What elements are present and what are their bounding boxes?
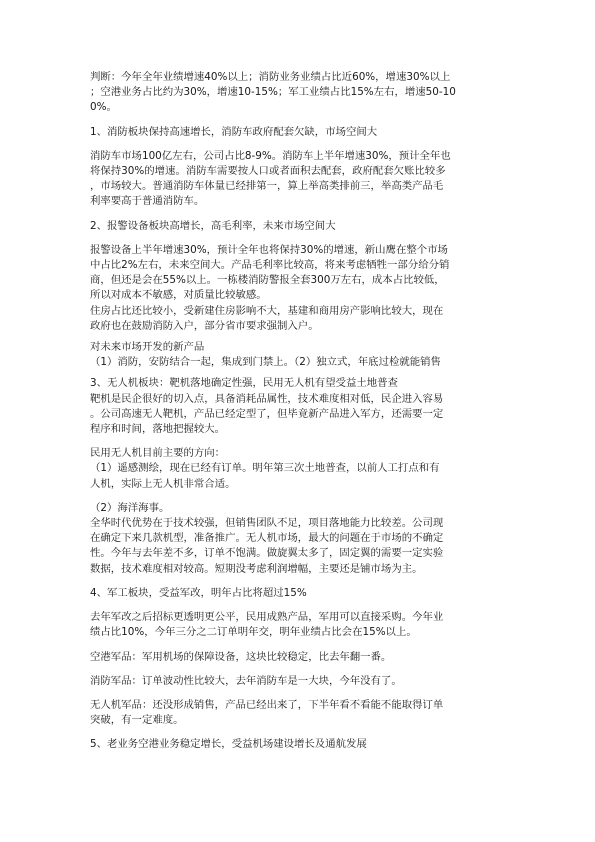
text-line: ；空港业务占比约为30%，增速10-15%；军工业绩占比15%左右，增速50-10	[90, 86, 456, 99]
text-line: 商，但还是会在55%以上。一栋楼消防警报全套300万左右，成本占比较低，	[90, 274, 445, 287]
paragraph	[90, 650, 509, 665]
text-line: 无人机军品：还没形成销售，产品已经出来了，下半年看不看能不能取得订单	[90, 698, 444, 711]
section-heading: 1、消防板块保持高速增长，消防车政府配套欠缺，市场空间大	[90, 125, 378, 138]
text-line: 报警设备上半年增速30%，预计全年也将保持30%的增速，新山鹰在整个市场	[90, 243, 448, 256]
text-line: 绩占比10%，今年三分之二订单明年交，明年业绩占比会在15%以上。	[90, 626, 417, 639]
text-line: （1）遥感测绘，现在已经有订单。明年第三次土地普查，以前人工打点和有	[90, 462, 440, 475]
paragraph	[90, 70, 509, 116]
text-line: 利率要高于普通消防车。	[90, 195, 205, 208]
paragraph	[90, 610, 509, 640]
text-line: 在确定下来几款机型，准备推广。无人机市场，最大的问题在于市场的不确定	[90, 532, 444, 545]
text-line: 。公司高速无人靶机，产品已经定型了，但毕竟新产品进入军方，还需要一定	[90, 407, 444, 420]
text-line: 消防军品：订单波动性比较大，去年消防车是一大块，今年没有了。	[90, 674, 402, 687]
text-line: 消防车市场100亿左右，公司占比8-9%。消防车上半年增速30%，预计全年也	[90, 149, 451, 162]
paragraph	[90, 243, 509, 334]
text-line: 突破，有一定难度。	[90, 714, 184, 727]
text-line: 政府也在鼓励消防入户，部分省市要求强制入户。	[90, 319, 319, 332]
paragraph	[90, 446, 509, 492]
text-line: ，市场较大。普通消防车体量已经排第一，算上举高类排前三，举高类产品毛	[90, 180, 444, 193]
paragraph	[90, 674, 509, 689]
text-line: 中占比2%左右，未来空间大。产品毛利率比较高，将来考虑牺牲一部分给分销	[90, 259, 450, 272]
text-line: 0%。	[90, 101, 117, 114]
section-heading: 2、报警设备板块高增长，高毛利率，未来市场空间大	[90, 219, 336, 232]
text-line: 去年军改之后招标更透明更公平，民用成熟产品，军用可以直接采购。今年业	[90, 611, 444, 624]
text-line: 全华时代优势在于技术较强，但销售团队不足，项目落地能力比较差。公司现	[90, 517, 444, 530]
paragraph	[90, 501, 509, 577]
paragraph	[90, 340, 509, 370]
text-line: 空港军品：军用机场的保障设备，这块比较稳定，比去年翻一番。	[90, 650, 392, 663]
text-line: 对未来市场开发的新产品	[90, 341, 205, 354]
text-line: 所以对成本不敏感，对质量比较敏感。	[90, 289, 267, 302]
text-line: 住房占比还比较小，受新建住房影响不大，基建和商用房产影响比较大，现在	[90, 304, 444, 317]
text-line: （1）消防，安防结合一起，集成到门禁上。（2）独立式，年底过检就能销售	[90, 356, 441, 369]
paragraph	[90, 149, 509, 210]
text-line: 性。今年与去年差不多，订单不饱满。做旋翼太多了，固定翼的需要一定实验	[90, 547, 444, 560]
section-heading: 4、军工板块，受益军改，明年占比将超过15%	[90, 586, 307, 599]
paragraph	[90, 698, 509, 728]
text-line: 3、无人机板块：靶机落地确定性强，民用无人机有望受益土地普查	[90, 377, 398, 390]
section-heading: 5、老业务空港业务稳定增长，受益机场建设增长及通航发展	[90, 738, 367, 751]
text-line: 靶机是民企很好的切入点，具备消耗品属性，技术难度相对低，民企进入容易	[90, 392, 444, 405]
text-line: （2）海洋海事。	[90, 501, 170, 514]
text-line: 判断：今年全年业绩增速40%以上；消防业务业绩占比近60%，增速30%以上	[90, 71, 451, 83]
text-line: 程序和时间，落地把握较大。	[90, 423, 226, 436]
text-line: 数据，技术难度相对较高。短期没考虑利润增幅，主要还是铺市场为主。	[90, 562, 423, 575]
paragraph	[90, 376, 509, 437]
text-line: 将保持30%的增速。消防车需要按人口或者面积去配套，政府配套欠账比较多	[90, 165, 446, 178]
text-line: 民用无人机目前主要的方向：	[90, 447, 226, 460]
text-line: 人机，实际上无人机非常合适。	[90, 477, 236, 490]
